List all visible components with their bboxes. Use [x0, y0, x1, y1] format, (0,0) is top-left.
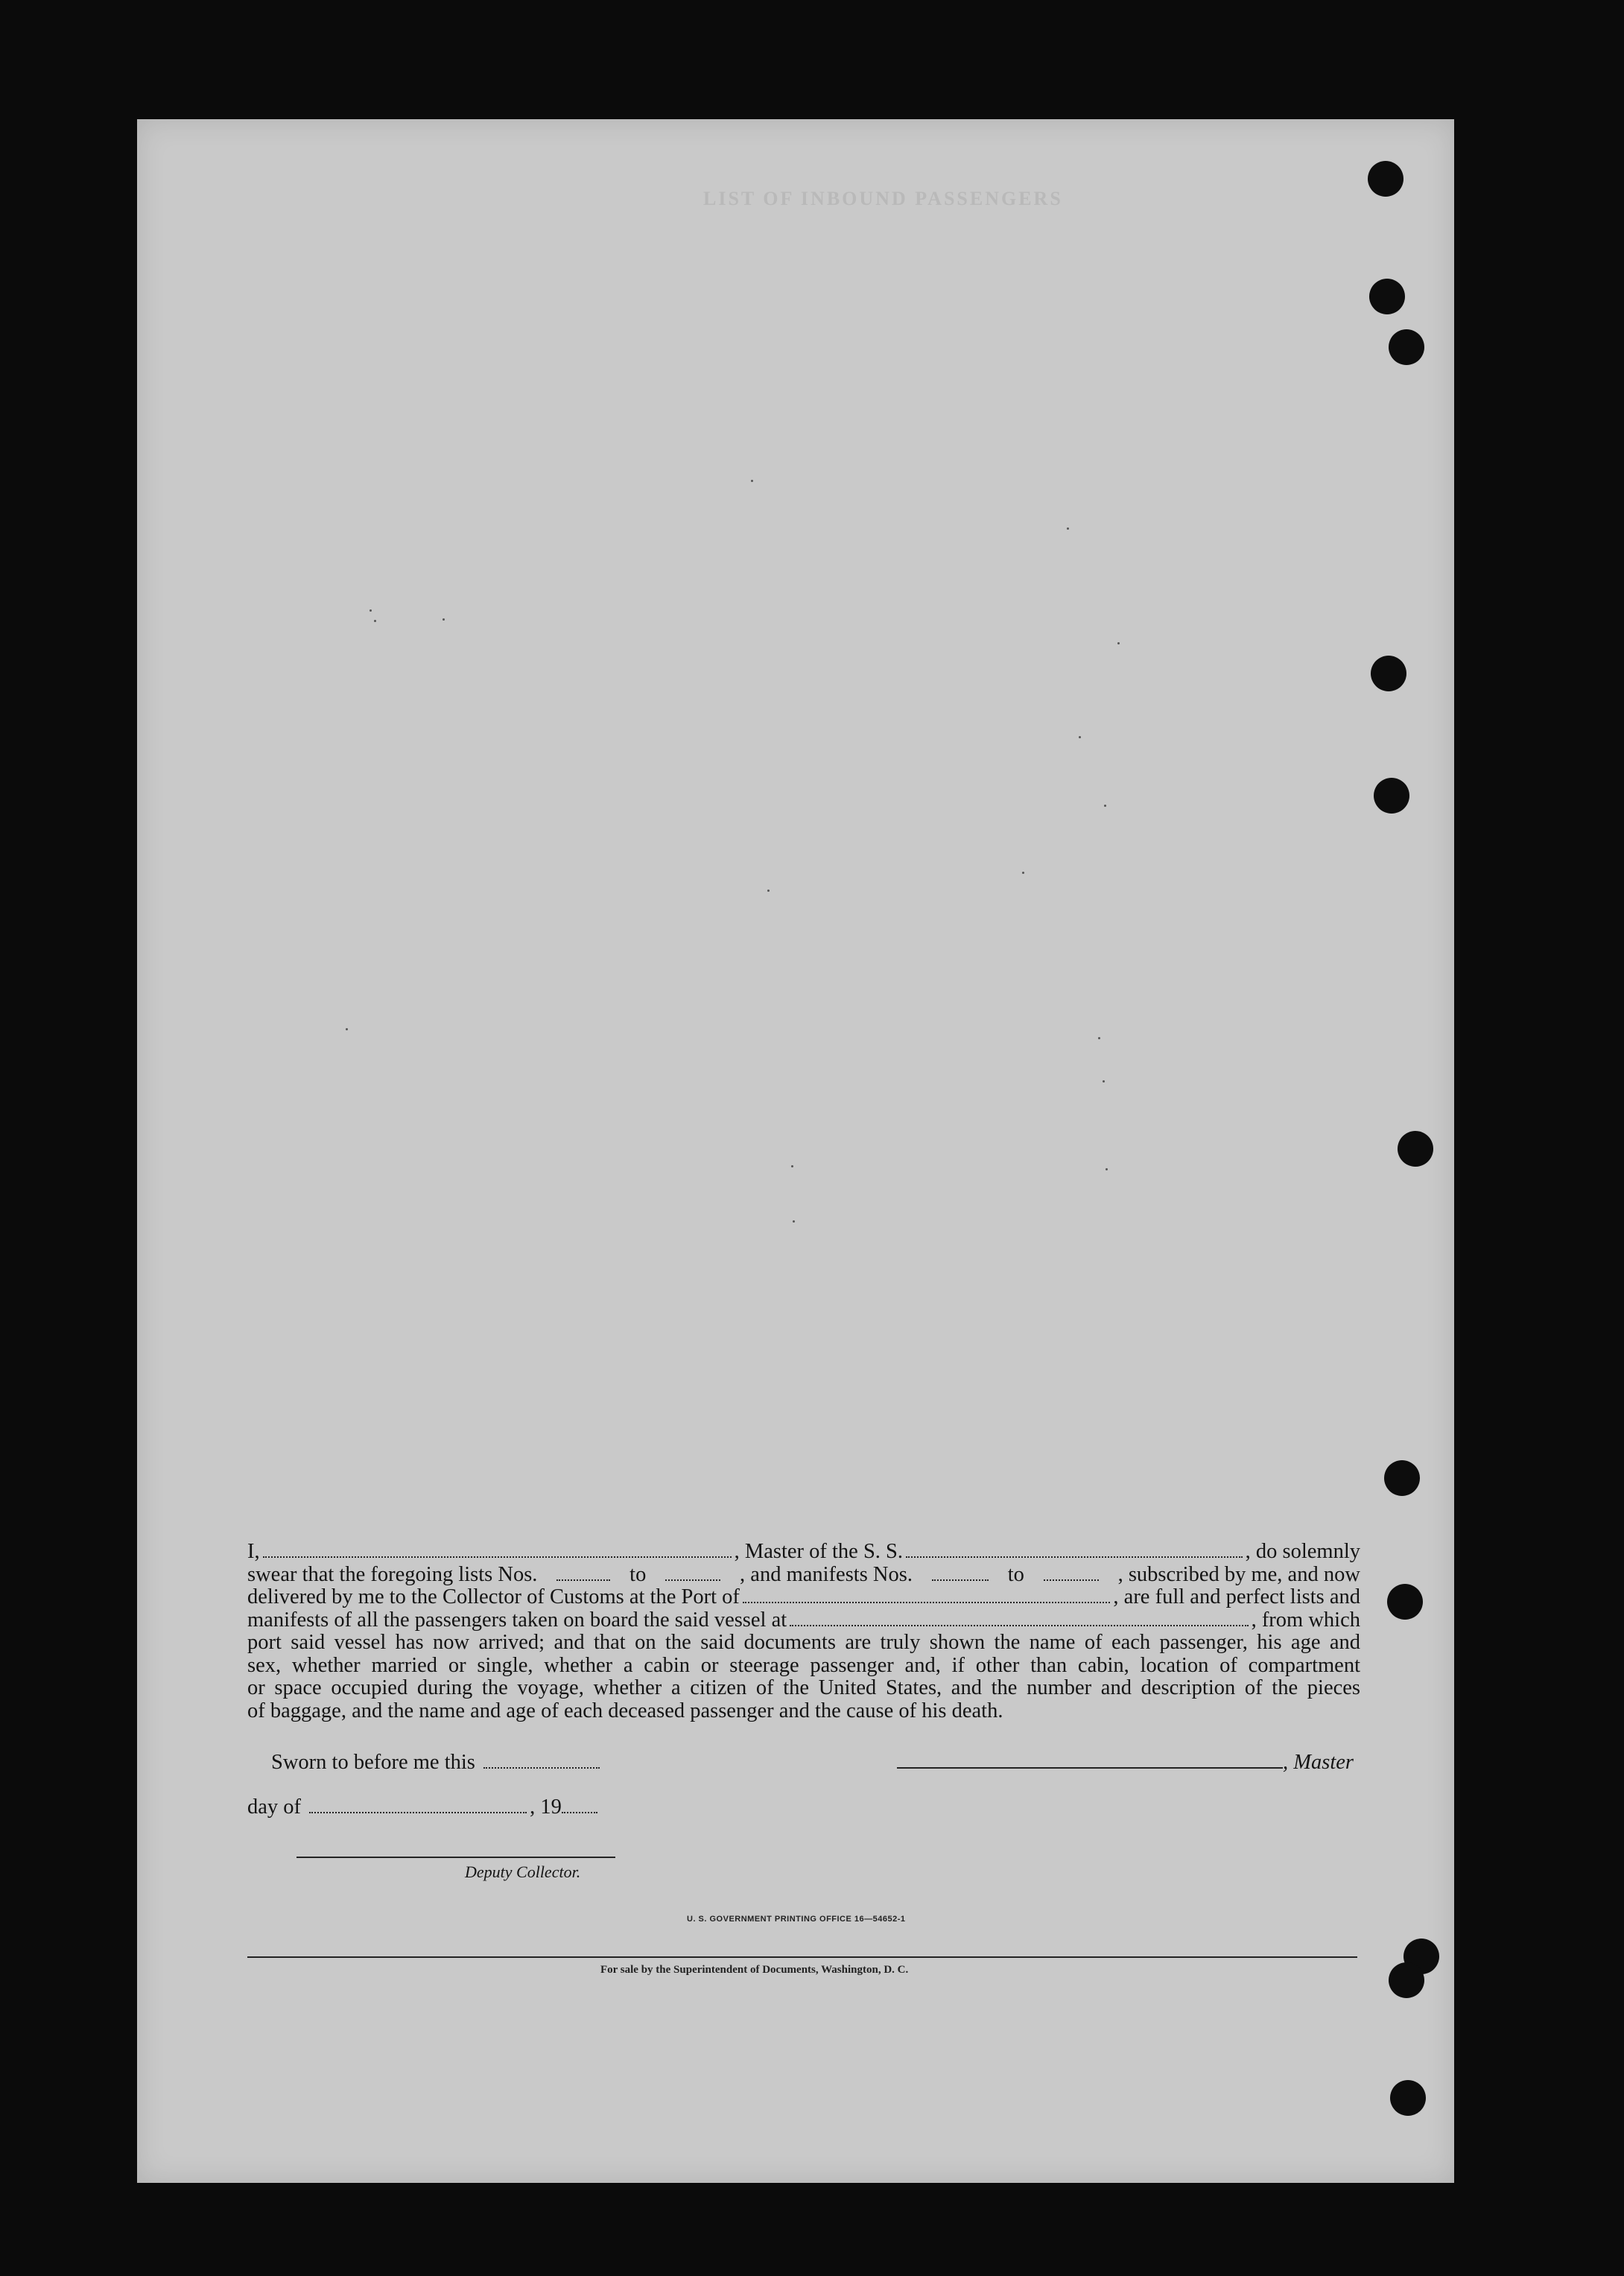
sworn-day-blank[interactable]: [483, 1767, 600, 1769]
oath-text: manifests of all the passengers taken on board the said vessel at: [247, 1608, 787, 1632]
manifest-from-blank[interactable]: [932, 1579, 989, 1581]
oath-text: to: [629, 1562, 647, 1586]
punch-hole: [1371, 656, 1406, 691]
punch-hole: [1368, 161, 1403, 197]
oath-line-6: sex, whether married or single, whether a cabin or steerage passenger and, if other than cabin, location of compartment: [247, 1653, 1360, 1677]
month-blank[interactable]: [309, 1812, 527, 1813]
oath-paragraph: [247, 1541, 1360, 1722]
deputy-signature-line[interactable]: [296, 1857, 615, 1858]
sale-note: For sale by the Superintendent of Documents, Washington, D. C.: [600, 1964, 909, 1976]
oath-text: , subscribed by me, and now: [1117, 1562, 1360, 1586]
oath-text: , and manifests Nos.: [740, 1562, 913, 1586]
printing-office-note: U. S. GOVERNMENT PRINTING OFFICE 16—54652-1: [687, 1915, 906, 1924]
oath-solemnly: , do solemnly: [1245, 1540, 1360, 1563]
manifest-page: [137, 119, 1454, 2183]
master-label: , Master: [1283, 1751, 1354, 1774]
oath-text: to: [1007, 1562, 1024, 1586]
master-signature-line[interactable]: [897, 1767, 1283, 1769]
punch-hole: [1374, 778, 1409, 814]
oath-text: delivered by me to the Collector of Customs at the Port of: [247, 1585, 740, 1608]
punch-hole: [1390, 2080, 1426, 2116]
punch-hole: [1389, 1962, 1424, 1998]
punch-hole: [1398, 1131, 1433, 1167]
day-of-row: [247, 1795, 600, 1819]
sworn-label: Sworn to before me this: [271, 1751, 475, 1774]
oath-line-2: [247, 1564, 1360, 1587]
bleed-through-heading: LIST OF INBOUND PASSENGERS: [703, 188, 1063, 209]
list-from-blank[interactable]: [556, 1579, 610, 1581]
oath-line-8: of baggage, and the name and age of each deceased passenger and the cause of his death.: [247, 1699, 1003, 1722]
oath-text: , are full and perfect lists and: [1113, 1585, 1360, 1608]
oath-text: , from which: [1251, 1608, 1360, 1632]
punch-hole: [1369, 279, 1405, 314]
oath-line-1: [247, 1541, 1360, 1564]
departure-port-blank[interactable]: [790, 1625, 1248, 1626]
day-of-label: day of: [247, 1795, 302, 1819]
oath-text: swear that the foregoing lists Nos.: [247, 1562, 538, 1586]
oath-line-7: or space occupied during the voyage, whether a citizen of the United States, and the number and description of the pieces: [247, 1676, 1360, 1699]
punch-hole: [1384, 1460, 1420, 1496]
ship-name-blank[interactable]: [906, 1556, 1243, 1558]
oath-line-5: port said vessel has now arrived; and that on the said documents are truly shown the name of each passenger, his age and: [247, 1631, 1360, 1654]
deputy-collector-label: Deputy Collector.: [465, 1863, 581, 1881]
master-name-blank[interactable]: [263, 1556, 732, 1558]
year-blank[interactable]: [562, 1812, 597, 1813]
oath-line-4: [247, 1609, 1360, 1632]
punch-hole: [1387, 1584, 1423, 1620]
master-signature-row: [897, 1751, 1354, 1775]
port-blank[interactable]: [743, 1602, 1111, 1603]
oath-i: I,: [247, 1540, 260, 1563]
footer-rule: [247, 1956, 1357, 1958]
sworn-row: [271, 1751, 603, 1775]
punch-hole: [1389, 329, 1424, 365]
year-label: , 19: [530, 1795, 562, 1819]
oath-line-3: [247, 1586, 1360, 1609]
oath-master-of: , Master of the S. S.: [734, 1540, 904, 1563]
list-to-blank[interactable]: [665, 1579, 720, 1581]
manifest-to-blank[interactable]: [1044, 1579, 1099, 1581]
